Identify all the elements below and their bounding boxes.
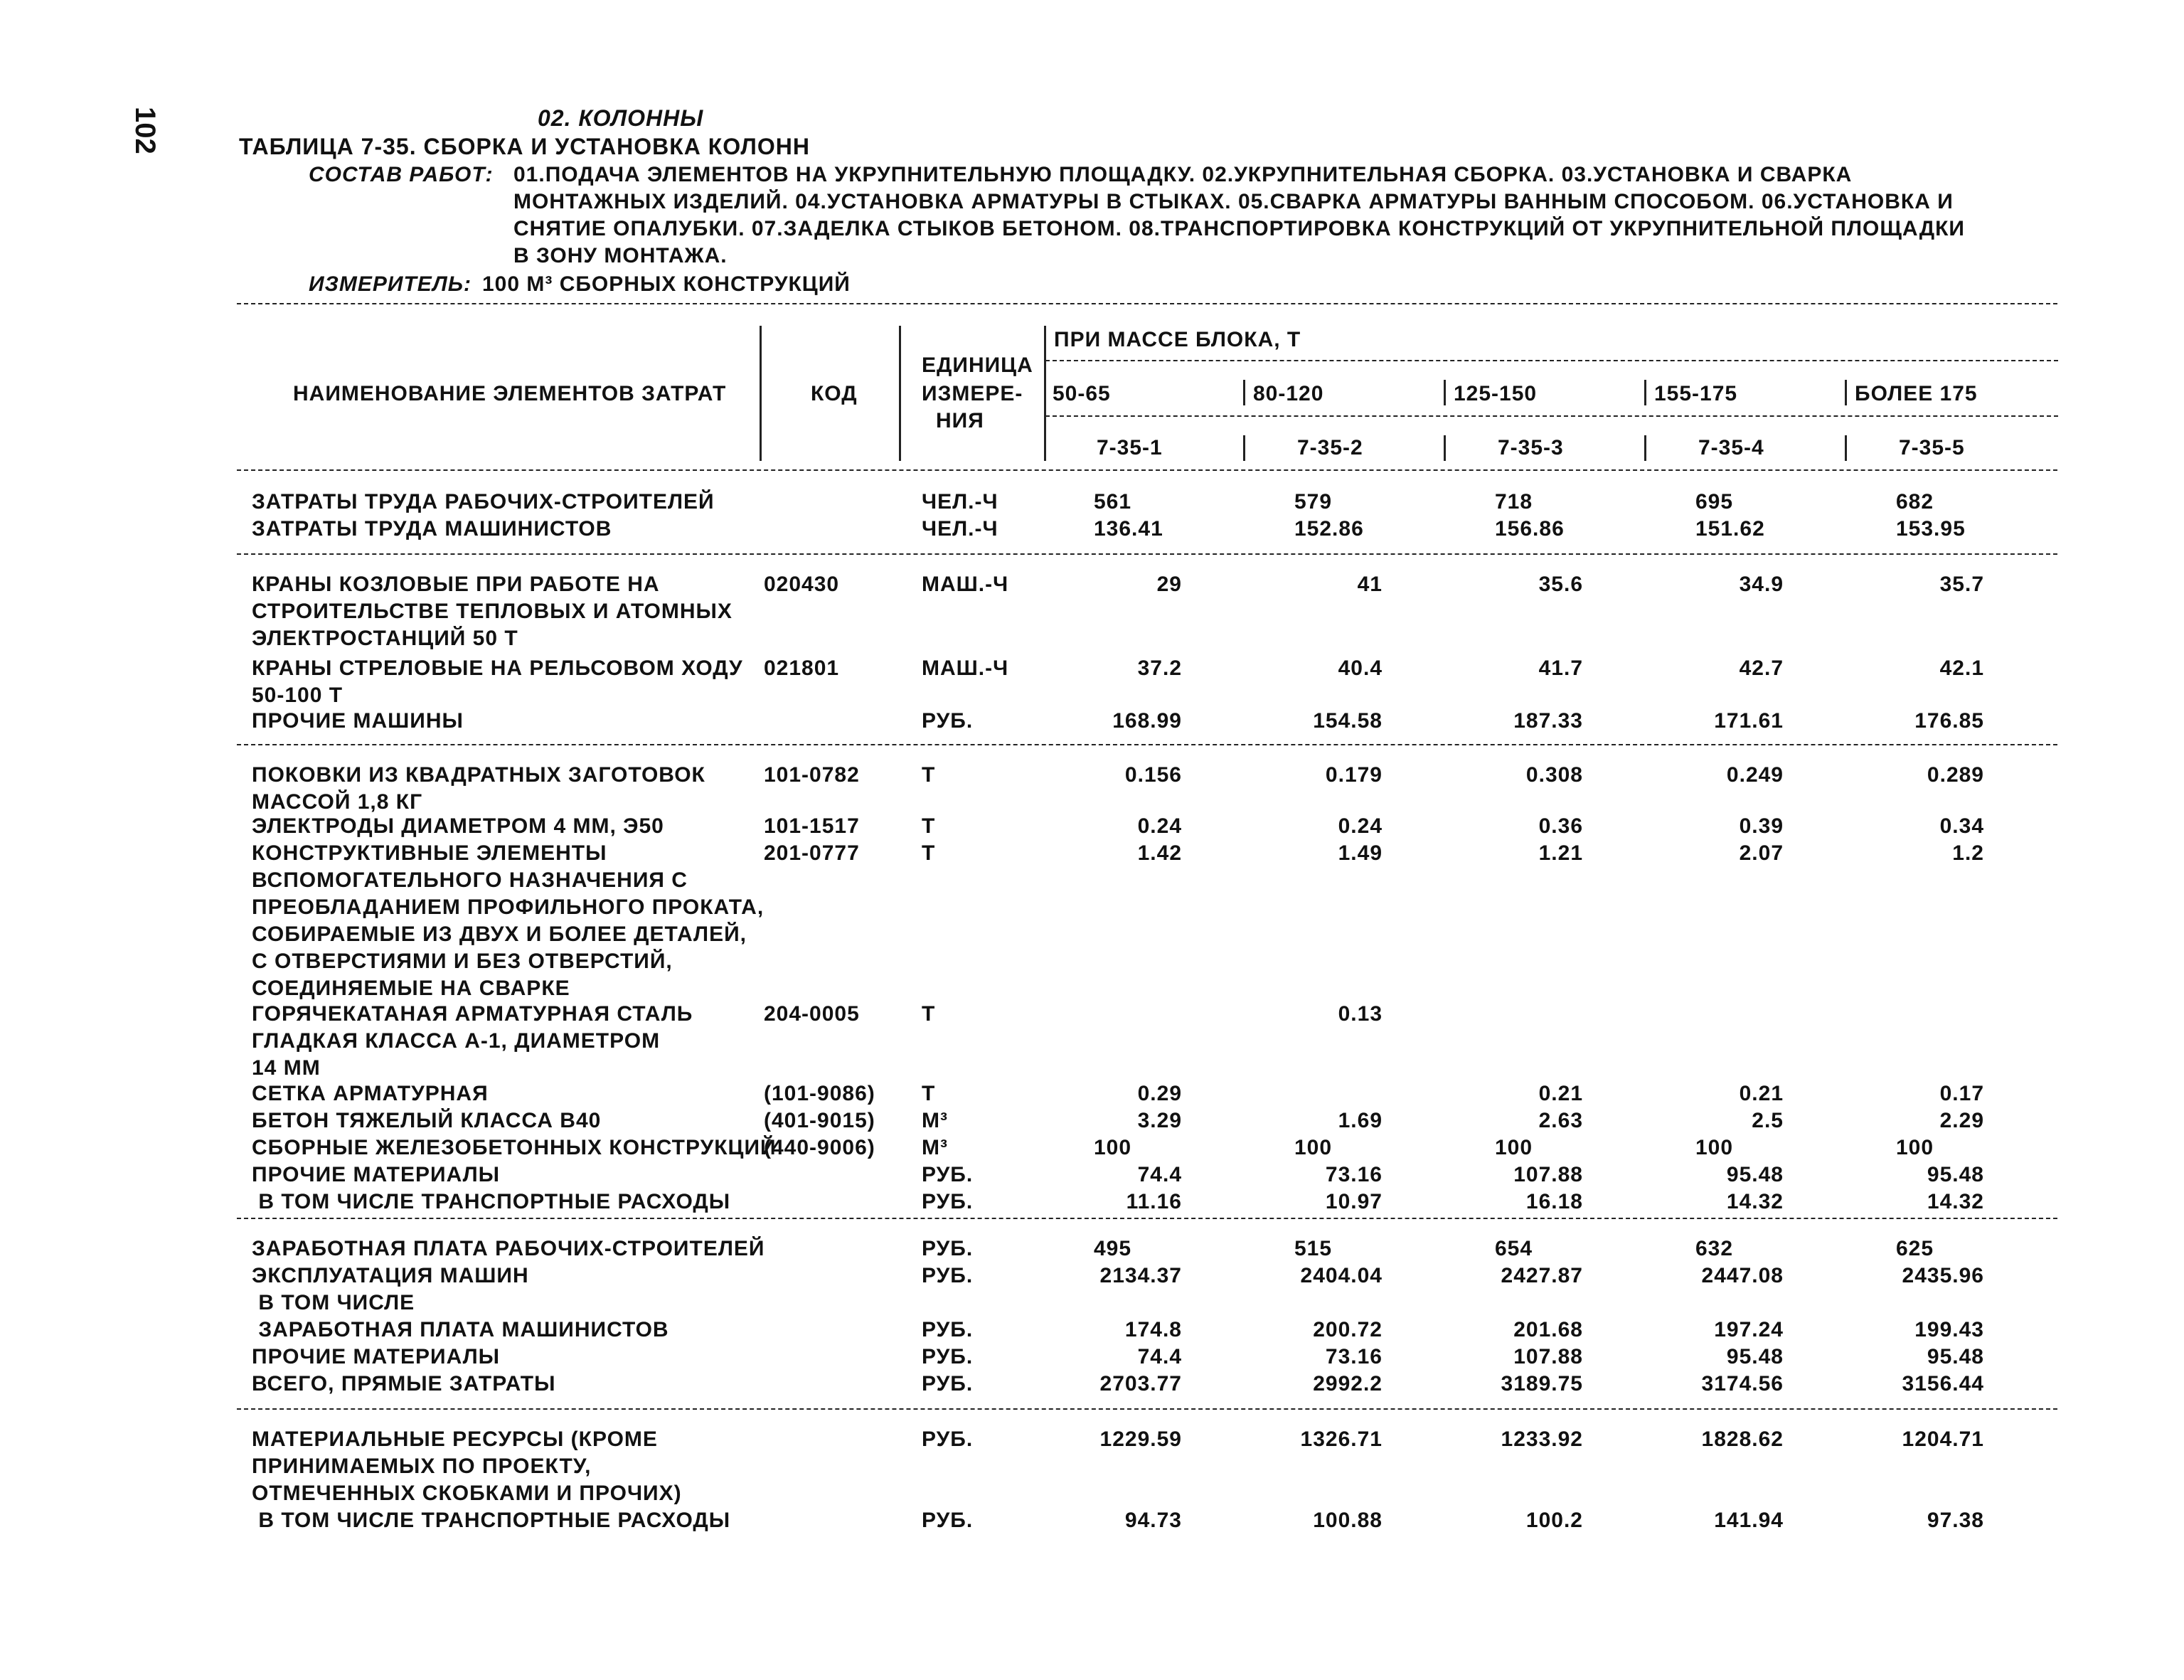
row-unit: РУБ.: [922, 1190, 974, 1213]
row-value: 16.18: [1525, 1190, 1583, 1213]
row-value: 95.48: [1726, 1163, 1784, 1186]
row-unit: РУБ.: [922, 1318, 974, 1341]
row-name: КОНСТРУКТИВНЫЕ ЭЛЕМЕНТЫ: [252, 841, 607, 865]
row-value: 2.07: [1739, 841, 1784, 865]
header-code-5: 7-35-5: [1899, 436, 1965, 459]
row-value: 2447.08: [1701, 1264, 1784, 1287]
header-unit-3: НИЯ: [936, 409, 984, 432]
work-line-4: В ЗОНУ МОНТАЖА.: [513, 244, 728, 267]
row-unit: МАШ.-Ч: [922, 573, 1009, 596]
row-value: 74.4: [1137, 1163, 1182, 1186]
row-name: ПРЕОБЛАДАНИЕМ ПРОФИЛЬНОГО ПРОКАТА,: [252, 895, 765, 919]
row-name: СОЕДИНЯЕМЫЕ НА СВАРКЕ: [252, 977, 570, 1000]
header-mass: ПРИ МАССЕ БЛОКА, Т: [1054, 328, 1301, 351]
row-unit: Т: [922, 1082, 936, 1105]
row-value: 73.16: [1325, 1345, 1383, 1368]
row-value: 0.13: [1338, 1002, 1383, 1026]
row-name: ЭЛЕКТРОСТАНЦИЙ 50 Т: [252, 627, 518, 650]
rule-top: [237, 303, 2057, 304]
meter-label: ИЗМЕРИТЕЛЬ:: [309, 272, 472, 296]
row-code: 101-1517: [764, 814, 860, 838]
row-unit: РУБ.: [922, 1264, 974, 1287]
rule-group-1: [237, 553, 2057, 555]
row-value: 1229.59: [1099, 1428, 1182, 1451]
row-value: 14.32: [1726, 1190, 1784, 1213]
row-value: 107.88: [1513, 1345, 1583, 1368]
header-name: НАИМЕНОВАНИЕ ЭЛЕМЕНТОВ ЗАТРАТ: [293, 382, 727, 405]
row-value: 100.2: [1525, 1509, 1583, 1532]
row-name: ПРИНИМАЕМЫХ ПО ПРОЕКТУ,: [252, 1455, 592, 1478]
header-range-3: 125-150: [1454, 382, 1538, 405]
row-value: 136.41: [1094, 517, 1163, 541]
row-unit: ЧЕЛ.-Ч: [922, 490, 998, 514]
row-value: 174.8: [1124, 1318, 1182, 1341]
row-name: ОТМЕЧЕННЫХ СКОБКАМИ И ПРОЧИХ): [252, 1482, 682, 1505]
row-value: 176.85: [1914, 709, 1984, 733]
row-value: 151.62: [1695, 517, 1765, 541]
row-value: 100: [1695, 1136, 1734, 1159]
row-value: 632: [1695, 1237, 1734, 1260]
row-value: 0.289: [1927, 763, 1984, 787]
row-value: 1.2: [1952, 841, 1984, 865]
row-value: 73.16: [1325, 1163, 1383, 1186]
row-value: 171.61: [1714, 709, 1784, 733]
rule-header-bottom: [237, 469, 2057, 471]
vbar-unit: [1044, 326, 1046, 461]
header-unit-2: ИЗМЕРЕ-: [922, 382, 1023, 405]
row-value: 1828.62: [1701, 1428, 1784, 1451]
header-range-1: 50-65: [1053, 382, 1111, 405]
row-name: МАССОЙ 1,8 КГ: [252, 790, 423, 814]
row-value: 682: [1896, 490, 1934, 514]
vbar-code-5: [1845, 435, 1847, 461]
row-code: 021801: [764, 656, 840, 680]
row-value: 1.49: [1338, 841, 1383, 865]
row-value: 2435.96: [1902, 1264, 1984, 1287]
row-name: СТРОИТЕЛЬСТВЕ ТЕПЛОВЫХ И АТОМНЫХ: [252, 600, 733, 623]
row-value: 2.29: [1939, 1109, 1984, 1132]
row-name: БЕТОН ТЯЖЕЛЫЙ КЛАССА В40: [252, 1109, 602, 1132]
row-value: 35.6: [1538, 573, 1583, 596]
header-code-1: 7-35-1: [1097, 436, 1163, 459]
row-value: 74.4: [1137, 1345, 1182, 1368]
row-value: 100: [1495, 1136, 1533, 1159]
row-value: 515: [1294, 1237, 1333, 1260]
row-value: 1204.71: [1902, 1428, 1984, 1451]
row-value: 95.48: [1927, 1345, 1984, 1368]
rule-group-3: [237, 1218, 2057, 1219]
header-range-5: БОЛЕЕ 175: [1855, 382, 1978, 405]
row-value: 41.7: [1538, 656, 1583, 680]
rule-group-4: [237, 1408, 2057, 1410]
vbar-range-2: [1243, 380, 1245, 405]
row-value: 156.86: [1495, 517, 1565, 541]
row-value: 1326.71: [1300, 1428, 1383, 1451]
row-name: КРАНЫ СТРЕЛОВЫЕ НА РЕЛЬСОВОМ ХОДУ: [252, 656, 743, 680]
row-name: ЗАРАБОТНАЯ ПЛАТА МАШИНИСТОВ: [252, 1318, 669, 1341]
row-value: 168.99: [1112, 709, 1182, 733]
vbar-range-3: [1444, 380, 1446, 405]
row-value: 100: [1896, 1136, 1934, 1159]
row-value: 94.73: [1124, 1509, 1182, 1532]
row-value: 0.21: [1739, 1082, 1784, 1105]
row-value: 42.1: [1939, 656, 1984, 680]
row-value: 154.58: [1313, 709, 1383, 733]
row-name: ПОКОВКИ ИЗ КВАДРАТНЫХ ЗАГОТОВОК: [252, 763, 705, 787]
row-unit: Т: [922, 1002, 936, 1026]
row-value: 34.9: [1739, 573, 1784, 596]
row-value: 11.16: [1126, 1190, 1182, 1213]
row-value: 2427.87: [1501, 1264, 1583, 1287]
row-value: 0.156: [1124, 763, 1182, 787]
row-value: 3174.56: [1701, 1372, 1784, 1395]
row-unit: Т: [922, 841, 936, 865]
row-value: 3156.44: [1902, 1372, 1984, 1395]
row-unit: РУБ.: [922, 709, 974, 733]
row-value: 29: [1156, 573, 1182, 596]
row-name: ЭЛЕКТРОДЫ ДИАМЕТРОМ 4 ММ, Э50: [252, 814, 664, 838]
row-name: В ТОМ ЧИСЛЕ: [252, 1291, 415, 1314]
row-name: ЭКСПЛУАТАЦИЯ МАШИН: [252, 1264, 529, 1287]
row-value: 40.4: [1338, 656, 1383, 680]
header-code-3: 7-35-3: [1498, 436, 1564, 459]
rule-ranges: [1045, 415, 2058, 417]
row-value: 695: [1695, 490, 1734, 514]
row-unit: МАШ.-Ч: [922, 656, 1009, 680]
row-value: 152.86: [1294, 517, 1364, 541]
row-name: ЗАТРАТЫ ТРУДА МАШИНИСТОВ: [252, 517, 612, 541]
row-unit: М³: [922, 1136, 948, 1159]
row-value: 201.68: [1513, 1318, 1583, 1341]
vbar-code: [899, 326, 901, 461]
work-line-3: СНЯТИЕ ОПАЛУБКИ. 07.ЗАДЕЛКА СТЫКОВ БЕТОНОМ. 08.ТРАНСПОРТИРОВКА КОНСТРУКЦИЙ ОТ УКРУПНИТЕЛЬНОЙ ПЛОЩАДКИ: [513, 217, 1965, 240]
row-code: 101-0782: [764, 763, 860, 787]
row-name: ЗАРАБОТНАЯ ПЛАТА РАБОЧИХ-СТРОИТЕЛЕЙ: [252, 1237, 765, 1260]
row-value: 1.21: [1538, 841, 1583, 865]
row-unit: РУБ.: [922, 1509, 974, 1532]
row-name: МАТЕРИАЛЬНЫЕ РЕСУРСЫ (КРОМЕ: [252, 1428, 658, 1451]
header-code-2: 7-35-2: [1297, 436, 1363, 459]
row-code: 020430: [764, 573, 840, 596]
vbar-code-4: [1644, 435, 1646, 461]
vbar-range-4: [1644, 380, 1646, 405]
header-range-2: 80-120: [1253, 382, 1324, 405]
row-value: 197.24: [1714, 1318, 1784, 1341]
row-value: 0.29: [1137, 1082, 1182, 1105]
row-value: 2.5: [1752, 1109, 1784, 1132]
row-unit: Т: [922, 814, 936, 838]
row-name: ГОРЯЧЕКАТАНАЯ АРМАТУРНАЯ СТАЛЬ: [252, 1002, 693, 1026]
row-value: 97.38: [1927, 1509, 1984, 1532]
row-value: 2404.04: [1300, 1264, 1383, 1287]
row-value: 0.24: [1137, 814, 1182, 838]
header-code: КОД: [811, 382, 858, 405]
row-value: 2703.77: [1099, 1372, 1182, 1395]
header-code-4: 7-35-4: [1698, 436, 1764, 459]
row-value: 2134.37: [1099, 1264, 1182, 1287]
header-unit-1: ЕДИНИЦА: [922, 353, 1033, 377]
row-value: 199.43: [1914, 1318, 1984, 1341]
row-value: 654: [1495, 1237, 1533, 1260]
row-name: 14 ММ: [252, 1056, 321, 1080]
row-value: 579: [1294, 490, 1333, 514]
row-name: СБОРНЫЕ ЖЕЛЕЗОБЕТОННЫХ КОНСТРУКЦИЙ: [252, 1136, 777, 1159]
row-value: 41: [1357, 573, 1383, 596]
row-value: 0.24: [1338, 814, 1383, 838]
row-value: 3.29: [1137, 1109, 1182, 1132]
row-value: 2992.2: [1313, 1372, 1383, 1395]
row-name: 50-100 Т: [252, 684, 343, 707]
row-value: 3189.75: [1501, 1372, 1583, 1395]
row-unit: РУБ.: [922, 1372, 974, 1395]
vbar-code-3: [1444, 435, 1446, 461]
row-value: 107.88: [1513, 1163, 1583, 1186]
row-name: ПРОЧИЕ МАТЕРИАЛЫ: [252, 1345, 501, 1368]
row-value: 37.2: [1137, 656, 1182, 680]
row-unit: РУБ.: [922, 1237, 974, 1260]
page-number: 102: [129, 107, 161, 154]
rule-mass: [1045, 360, 2058, 361]
row-name: СЕТКА АРМАТУРНАЯ: [252, 1082, 489, 1105]
row-value: 153.95: [1896, 517, 1966, 541]
row-value: 0.179: [1325, 763, 1383, 787]
row-value: 1.42: [1137, 841, 1182, 865]
row-unit: РУБ.: [922, 1163, 974, 1186]
work-label: СОСТАВ РАБОТ:: [309, 163, 494, 186]
row-name: СОБИРАЕМЫЕ ИЗ ДВУХ И БОЛЕЕ ДЕТАЛЕЙ,: [252, 923, 747, 946]
table-title: ТАБЛИЦА 7-35. СБОРКА И УСТАНОВКА КОЛОНН: [239, 134, 810, 159]
row-name: С ОТВЕРСТИЯМИ И БЕЗ ОТВЕРСТИЙ,: [252, 950, 673, 973]
row-value: 0.34: [1939, 814, 1984, 838]
row-name: ПРОЧИЕ МАТЕРИАЛЫ: [252, 1163, 501, 1186]
section-title: 02. КОЛОННЫ: [538, 105, 704, 131]
row-name: ГЛАДКАЯ КЛАССА А-1, ДИАМЕТРОМ: [252, 1029, 661, 1053]
rule-group-2: [237, 744, 2057, 745]
row-code: (440-9006): [764, 1136, 875, 1159]
work-line-1: 01.ПОДАЧА ЭЛЕМЕНТОВ НА УКРУПНИТЕЛЬНУЮ ПЛОЩАДКУ. 02.УКРУПНИТЕЛЬНАЯ СБОРКА. 03.УСТАНОВКА И СВАРКА: [513, 163, 1853, 186]
row-name: В ТОМ ЧИСЛЕ ТРАНСПОРТНЫЕ РАСХОДЫ: [252, 1190, 731, 1213]
row-value: 625: [1896, 1237, 1934, 1260]
row-value: 0.21: [1538, 1082, 1583, 1105]
row-value: 200.72: [1313, 1318, 1383, 1341]
vbar-range-5: [1845, 380, 1847, 405]
row-name: ПРОЧИЕ МАШИНЫ: [252, 709, 464, 733]
row-value: 100.88: [1313, 1509, 1383, 1532]
row-value: 1233.92: [1501, 1428, 1583, 1451]
row-value: 100: [1294, 1136, 1333, 1159]
row-name: В ТОМ ЧИСЛЕ ТРАНСПОРТНЫЕ РАСХОДЫ: [252, 1509, 731, 1532]
row-name: КРАНЫ КОЗЛОВЫЕ ПРИ РАБОТЕ НА: [252, 573, 660, 596]
row-value: 0.17: [1939, 1082, 1984, 1105]
row-value: 141.94: [1714, 1509, 1784, 1532]
work-line-2: МОНТАЖНЫХ ИЗДЕЛИЙ. 04.УСТАНОВКА АРМАТУРЫ В СТЫКАХ. 05.СВАРКА АРМАТУРЫ ВАННЫМ СПОСОБОМ. 06.УСТАНОВКА И: [513, 190, 1954, 213]
row-value: 0.36: [1538, 814, 1583, 838]
header-range-4: 155-175: [1654, 382, 1738, 405]
row-value: 2.63: [1538, 1109, 1583, 1132]
row-unit: Т: [922, 763, 936, 787]
row-value: 0.39: [1739, 814, 1784, 838]
row-code: (101-9086): [764, 1082, 875, 1105]
row-code: 204-0005: [764, 1002, 860, 1026]
row-value: 718: [1495, 490, 1533, 514]
row-value: 95.48: [1726, 1345, 1784, 1368]
row-name: ЗАТРАТЫ ТРУДА РАБОЧИХ-СТРОИТЕЛЕЙ: [252, 490, 715, 514]
row-value: 495: [1094, 1237, 1132, 1260]
row-value: 95.48: [1927, 1163, 1984, 1186]
row-value: 0.308: [1525, 763, 1583, 787]
row-unit: ЧЕЛ.-Ч: [922, 517, 998, 541]
vbar-code-2: [1243, 435, 1245, 461]
row-value: 10.97: [1325, 1190, 1383, 1213]
row-value: 561: [1094, 490, 1132, 514]
row-value: 42.7: [1739, 656, 1784, 680]
vbar-name: [760, 326, 762, 461]
row-name: ВСЕГО, ПРЯМЫЕ ЗАТРАТЫ: [252, 1372, 556, 1395]
row-value: 35.7: [1939, 573, 1984, 596]
row-value: 100: [1094, 1136, 1132, 1159]
row-unit: РУБ.: [922, 1345, 974, 1368]
row-unit: РУБ.: [922, 1428, 974, 1451]
row-value: 1.69: [1338, 1109, 1383, 1132]
meter-value: 100 М³ СБОРНЫХ КОНСТРУКЦИЙ: [482, 272, 851, 296]
row-unit: М³: [922, 1109, 948, 1132]
row-code: 201-0777: [764, 841, 860, 865]
row-value: 0.249: [1726, 763, 1784, 787]
row-value: 14.32: [1927, 1190, 1984, 1213]
row-value: 187.33: [1513, 709, 1583, 733]
row-name: ВСПОМОГАТЕЛЬНОГО НАЗНАЧЕНИЯ С: [252, 868, 688, 892]
row-code: (401-9015): [764, 1109, 875, 1132]
